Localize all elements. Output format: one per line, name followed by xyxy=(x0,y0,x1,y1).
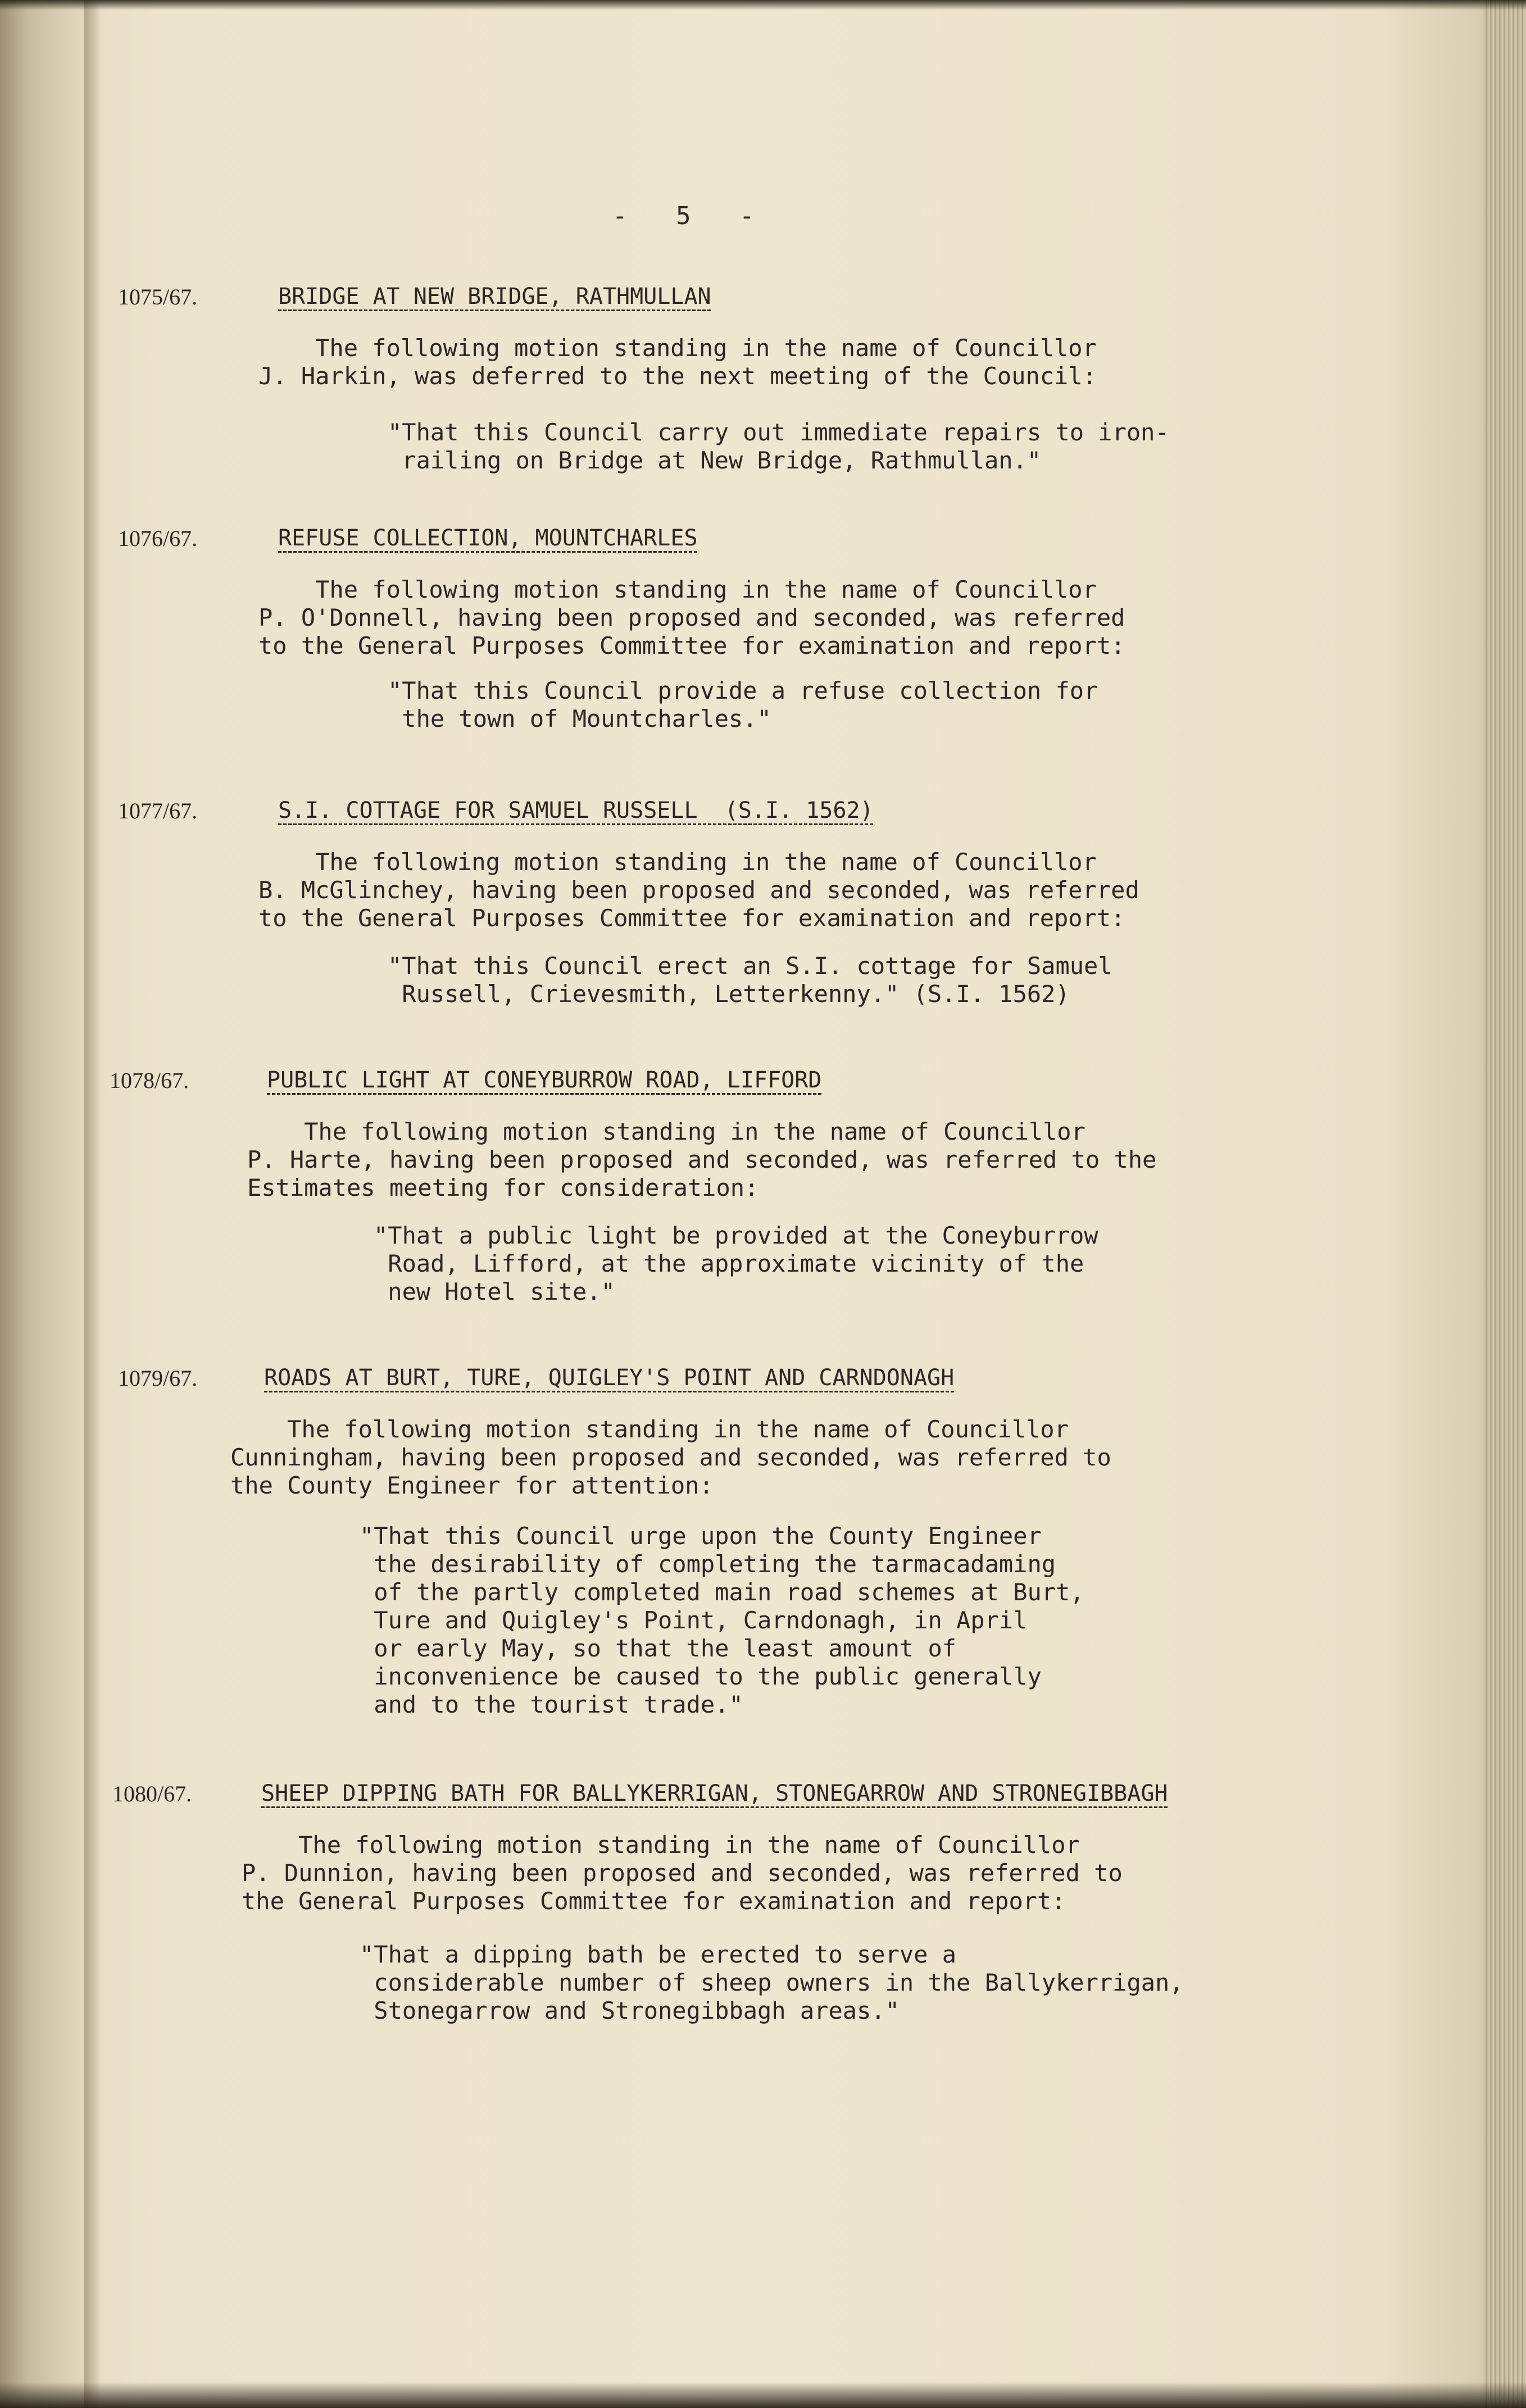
minute-number: 1079/67. xyxy=(118,1365,198,1391)
minute-number: 1080/67. xyxy=(112,1781,192,1806)
minute-number: 1075/67. xyxy=(118,284,198,309)
book-binding xyxy=(0,0,98,2408)
motion-text: "That this Council erect an S.I. cottage for Samuel Russell, Crievesmith, Letterkenny." (S.I. 1562) xyxy=(388,952,1112,1008)
minute-body: The following motion standing in the name of Councillor Cunningham, having been proposed and seconded, was referred to the County Engineer for attention: xyxy=(230,1415,1111,1499)
minute-body: The following motion standing in the name of Councillor P. Harte, having been proposed and seconded, was referred to the Estimates meeting for consideration: xyxy=(247,1118,1157,1201)
minute-body: The following motion standing in the name of Councillor B. McGlinchey, having been proposed and seconded, was referred to the General Purposes Committee for examination and report: xyxy=(258,848,1139,932)
minute-heading: S.I. COTTAGE FOR SAMUEL RUSSELL (S.I. 1562) xyxy=(278,798,874,823)
page-edges xyxy=(1483,0,1526,2408)
minute-number: 1076/67. xyxy=(118,526,198,551)
motion-text: "That this Council urge upon the County Engineer the desirability of completing the tarmacadaming of the partly completed main road schemes at Burt, Ture and Quigley's Point, Carndonagh, in April or early May, so that the least amount of inconvenience be caused to the public generally and to the tourist trade." xyxy=(360,1522,1084,1718)
motion-text: "That a dipping bath be erected to serve a considerable number of sheep owners in the Ballykerrigan, Stonegarrow and Stronegibbagh areas." xyxy=(360,1941,1184,2024)
minute-number: 1077/67. xyxy=(118,798,198,823)
page-number: - 5 - xyxy=(612,202,771,230)
motion-text: "That a public light be provided at the Coneyburrow Road, Lifford, at the approximate vicinity of the new Hotel site." xyxy=(374,1222,1098,1305)
minute-body: The following motion standing in the name of Councillor P. O'Donnell, having been proposed and seconded, was referred to the General Purposes Committee for examination and report: xyxy=(258,576,1125,659)
minute-heading: ROADS AT BURT, TURE, QUIGLEY'S POINT AND CARNDONAGH xyxy=(264,1365,955,1391)
minute-body: The following motion standing in the name of Councillor J. Harkin, was deferred to the next meeting of the Council: xyxy=(258,334,1097,390)
minute-heading: REFUSE COLLECTION, MOUNTCHARLES xyxy=(278,525,698,551)
minute-heading: BRIDGE AT NEW BRIDGE, RATHMULLAN xyxy=(278,284,711,309)
top-shadow xyxy=(0,0,1526,10)
bottom-shadow xyxy=(0,2382,1526,2408)
minute-number: 1078/67. xyxy=(110,1068,189,1093)
minute-heading: SHEEP DIPPING BATH FOR BALLYKERRIGAN, STONEGARROW AND STRONEGIBBAGH xyxy=(261,1781,1168,1806)
minute-body: The following motion standing in the name of Councillor P. Dunnion, having been proposed and seconded, was referred to the General Purposes Committee for examination and report: xyxy=(242,1831,1123,1915)
minute-heading: PUBLIC LIGHT AT CONEYBURROW ROAD, LIFFORD xyxy=(267,1067,822,1093)
motion-text: "That this Council provide a refuse collection for the town of Mountcharles." xyxy=(388,677,1098,732)
binding-shadow xyxy=(84,0,101,2408)
motion-text: "That this Council carry out immediate repairs to iron- railing on Bridge at New Bridge, Rathmullan." xyxy=(388,418,1169,474)
